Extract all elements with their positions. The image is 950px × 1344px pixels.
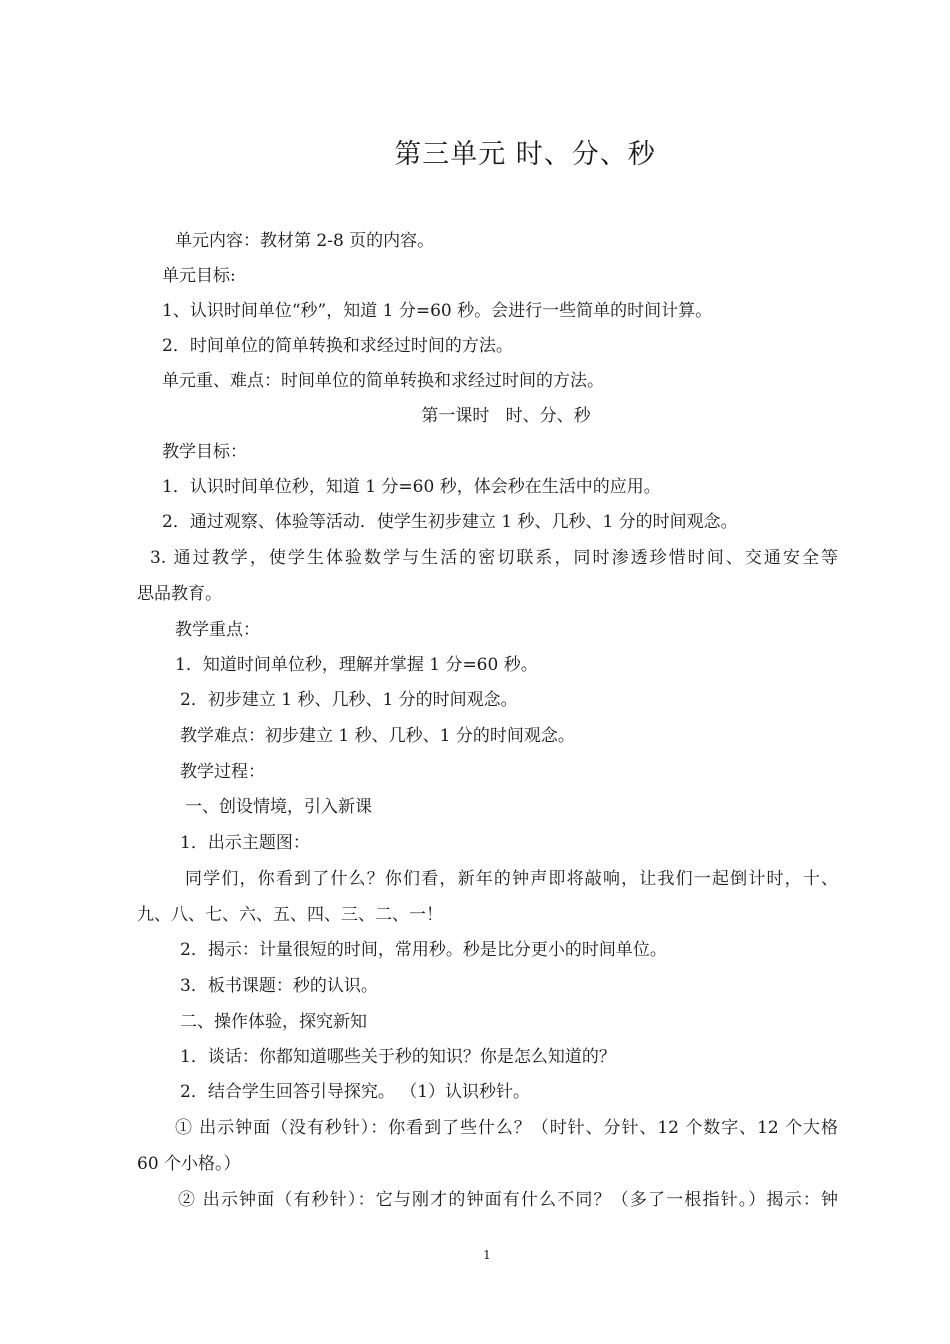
step-1-1-text-line-1: 同学们，你看到了什么？你们看，新年的钟声即将敲响，让我们一起倒计时，十、	[185, 869, 838, 889]
step-1-3: 3．板书课题：秒的认识。	[180, 976, 378, 996]
step-2-2-1-line-2: 60 个小格。）	[137, 1154, 241, 1174]
lesson-title: 第一课时 时、分、秒	[421, 406, 591, 426]
section-1-heading: 一、创设情境，引入新课	[185, 797, 372, 817]
unit-content: 单元内容：教材第 2-8 页的内容。	[175, 231, 435, 251]
step-1-1: 1．出示主题图：	[180, 833, 310, 853]
unit-goal-2: 2．时间单位的简单转换和求经过时间的方法。	[162, 336, 513, 356]
unit-goals-heading: 单元目标:	[162, 266, 236, 286]
step-2-2: 2．结合学生回答引导探究。 （1）认识秒针。	[180, 1082, 531, 1102]
teaching-goal-3-line-2: 思品教育。	[137, 584, 222, 604]
document-title: 第三单元 时、分、秒	[394, 139, 656, 170]
step-2-2-2: ② 出示钟面（有秒针）：它与刚才的钟面有什么不同？（多了一根指针。）揭示：钟	[178, 1190, 838, 1210]
step-2-2-1-line-1: ① 出示钟面（没有秒针）：你看到了些什么？（时针、分针、12 个数字、12 个大格	[175, 1118, 838, 1138]
process-heading: 教学过程：	[180, 762, 265, 782]
unit-key-points: 单元重、难点：时间单位的简单转换和求经过时间的方法。	[162, 371, 604, 391]
key-point-1: 1．知道时间单位秒，理解并掌握 1 分=60 秒。	[175, 655, 538, 675]
key-heading: 教学重点：	[175, 620, 260, 640]
key-point-2: 2．初步建立 1 秒、几秒、1 分的时间观念。	[180, 690, 518, 710]
step-1-1-text-line-2: 九、八、七、六、五、四、三、二、一！	[137, 905, 443, 925]
step-2-1: 1．谈话：你都知道哪些关于秒的知识？你是怎么知道的？	[180, 1047, 616, 1067]
teaching-goals-heading: 教学目标：	[162, 442, 247, 462]
teaching-goal-3-line-1: 3. 通过教学，使学生体验数学与生活的密切联系，同时渗透珍惜时间、交通安全等	[150, 548, 838, 568]
unit-goal-1: 1、认识时间单位“秒”，知道 1 分=60 秒。会进行一些简单的时间计算。	[162, 301, 713, 321]
section-2-heading: 二、操作体验，探究新知	[180, 1012, 367, 1032]
teaching-goal-2: 2．通过观察、体验等活动．使学生初步建立 1 秒、几秒、1 分的时间观念。	[162, 512, 738, 532]
step-1-2: 2．揭示：计量很短的时间，常用秒。秒是比分更小的时间单位。	[180, 940, 667, 960]
teaching-goal-1: 1．认识时间单位秒，知道 1 分=60 秒，体会秒在生活中的应用。	[162, 477, 661, 497]
difficulty: 教学难点：初步建立 1 秒、几秒、1 分的时间观念。	[180, 726, 575, 746]
page-number: 1	[483, 1248, 491, 1262]
